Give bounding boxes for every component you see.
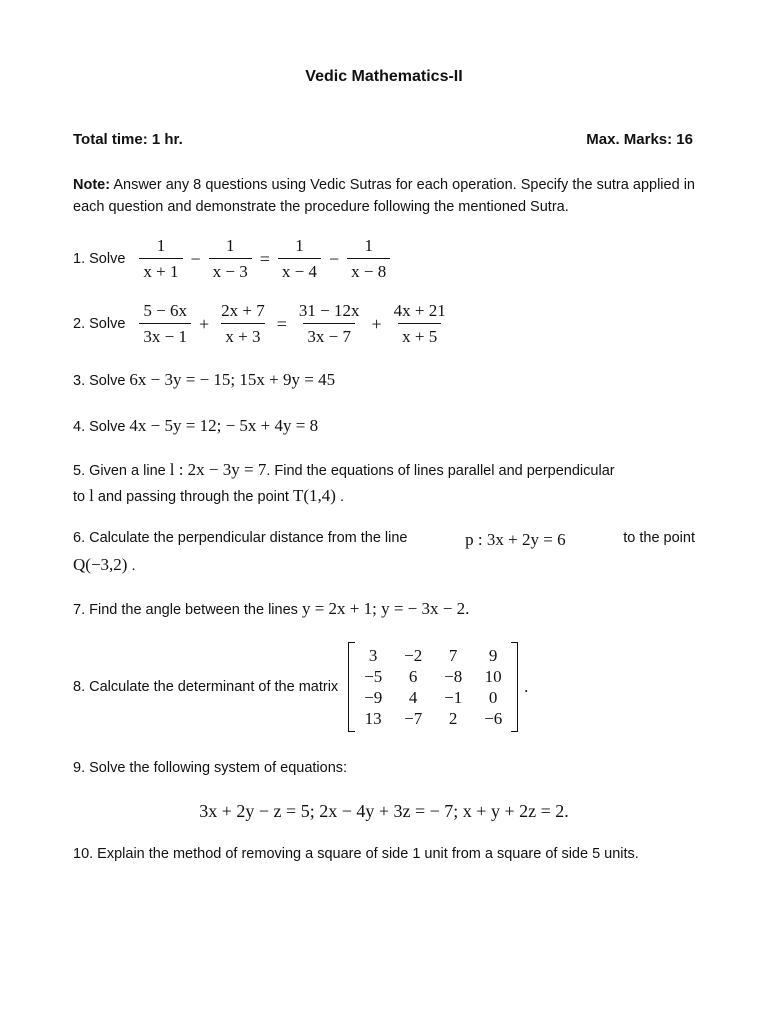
question-10: [73, 846, 639, 862]
max-marks: Max. Marks: 16: [586, 131, 693, 148]
question-5-line-2: [73, 486, 344, 506]
question-5: [73, 460, 615, 480]
matrix-cell: 4: [408, 688, 418, 707]
question-3: [73, 370, 335, 390]
period: .: [524, 677, 529, 696]
matrix-cell: −7: [404, 709, 423, 728]
matrix-cell: 7: [448, 646, 458, 665]
fraction: [217, 301, 269, 347]
denominator: x − 3: [209, 258, 252, 282]
matrix-cell: 0: [488, 688, 498, 707]
question-label: 10. Explain the method of removing a square of side 1 unit from a square of side 5 units.: [73, 846, 639, 862]
matrix-cell: 2: [448, 709, 458, 728]
operator: −: [329, 248, 340, 269]
numerator: 1: [225, 236, 235, 255]
matrix-cell: −8: [444, 667, 463, 686]
question-2: [73, 301, 452, 347]
note-paragraph: [73, 174, 695, 218]
question-7: [73, 599, 469, 619]
variable: l: [89, 486, 94, 505]
fraction: [139, 301, 191, 347]
numerator: 4x + 21: [393, 301, 446, 320]
matrix-cell: −9: [364, 688, 383, 707]
denominator: x + 5: [398, 323, 441, 347]
matrix-cell: −2: [404, 646, 423, 665]
matrix-cell: 6: [408, 667, 418, 686]
fraction: [209, 236, 252, 282]
question-text: to the point: [623, 530, 695, 546]
fraction: [347, 236, 390, 282]
question-label: 4. Solve: [73, 419, 130, 435]
total-time: Total time: 1 hr.: [73, 131, 183, 148]
equation: l : 2x − 3y = 7: [169, 460, 267, 479]
matrix: [348, 642, 518, 732]
page-title: Vedic Mathematics-II: [305, 68, 463, 85]
question-9-equations: [0, 801, 768, 822]
fraction: [390, 301, 450, 347]
question-8: [73, 642, 528, 732]
question-text: .: [335, 489, 345, 505]
question-label: 1. Solve: [73, 251, 126, 267]
equation: 3x + 2y − z = 5; 2x − 4y + 3z = − 7; x + y + 2z = 2.: [199, 801, 569, 821]
question-4: [73, 416, 318, 436]
question-text: 7. Find the angle between the lines: [73, 602, 302, 618]
question-1: [73, 236, 392, 282]
equation: y = 2x + 1; y = − 3x − 2.: [301, 599, 470, 618]
operator: +: [371, 313, 382, 334]
operator: =: [259, 248, 270, 269]
matrix-cell: −5: [364, 667, 383, 686]
denominator: x + 3: [221, 323, 264, 347]
denominator: x − 8: [347, 258, 390, 282]
question-6-line-2: [73, 555, 136, 575]
question-label: 3. Solve: [73, 373, 130, 389]
denominator: x + 1: [139, 258, 182, 282]
matrix-cell: 13: [364, 709, 382, 728]
question-label: 2. Solve: [73, 316, 126, 332]
question-text: 6. Calculate the perpendicular distance from the line: [73, 530, 408, 546]
point: T(1,4): [292, 486, 336, 505]
numerator: 31 − 12x: [298, 301, 360, 320]
numerator: 5 − 6x: [143, 301, 187, 320]
question-label: 8. Calculate the determinant of the matrix: [73, 679, 339, 695]
note-text: Answer any 8 questions using Vedic Sutras for each operation. Specify the sutra applied in each question and demonstrate the procedure following the mentioned Sutra.: [73, 177, 695, 215]
point: Q(−3,2): [73, 555, 128, 574]
question-9: [73, 760, 347, 776]
numerator: 1: [156, 236, 166, 255]
operator: +: [199, 313, 210, 334]
operator: =: [276, 313, 287, 334]
equation: 4x − 5y = 12; − 5x + 4y = 8: [129, 416, 319, 435]
equation: p : 3x + 2y = 6: [465, 530, 566, 549]
question-text: . Find the equations of lines parallel and perpendicular: [266, 463, 615, 479]
denominator: 3x − 7: [303, 323, 355, 347]
matrix-cell: 3: [368, 646, 378, 665]
matrix-cell: −6: [484, 709, 503, 728]
denominator: 3x − 1: [139, 323, 191, 347]
question-label: 9. Solve the following system of equations:: [73, 760, 348, 776]
note-label: Note:: [73, 177, 111, 193]
matrix-cell: 10: [484, 667, 502, 686]
question-text: and passing through the point: [93, 489, 293, 505]
question-text: 5. Given a line: [73, 463, 170, 479]
question-text: to: [73, 489, 90, 505]
question-6: [73, 530, 695, 550]
numerator: 1: [364, 236, 373, 255]
matrix-cell: −1: [444, 688, 463, 707]
fraction: [278, 236, 321, 282]
question-text: .: [127, 558, 136, 574]
operator: −: [190, 248, 201, 269]
numerator: 1: [295, 236, 304, 255]
equation: 6x − 3y = − 15; 15x + 9y = 45: [129, 370, 336, 389]
numerator: 2x + 7: [221, 301, 265, 320]
fraction: [139, 236, 182, 282]
matrix-cell: 9: [488, 646, 498, 665]
denominator: x − 4: [278, 258, 321, 282]
fraction: [295, 301, 364, 347]
